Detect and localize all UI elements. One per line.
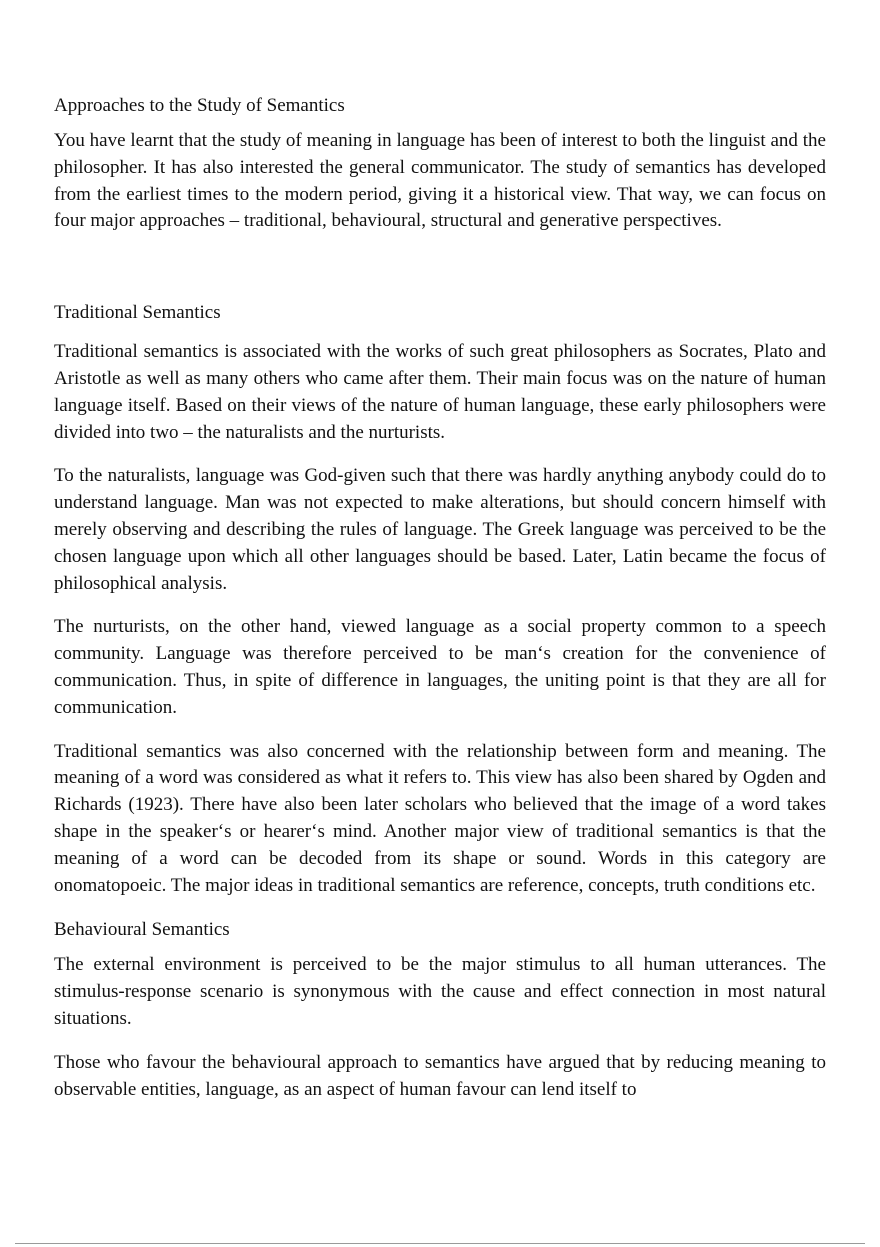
footer-divider — [15, 1243, 865, 1244]
intro-paragraph: You have learnt that the study of meaning in language has been of interest to both the linguist and the philosopher. It has also interested the general communicator. The study of semantics has developed from the earliest times to the modern period, giving it a historical view. That way, we can focus on four major approaches – traditional, behavioural, structural and generative perspectives. — [54, 130, 826, 232]
section-spacer — [54, 252, 826, 299]
behavioural-paragraph-2: Those who favour the behavioural approach to semantics have argued that by reducing meaning to observable entities, language, as an aspect of human favour can lend itself to — [54, 1051, 826, 1100]
page-title: Approaches to the Study of Semantics — [54, 95, 345, 116]
traditional-paragraph-2: To the naturalists, language was God-given such that there was hardly anything anybody could do to understand language. Man was not expected to make alterations, but should concern himself with merely observing and describing the rules of language. The Greek language was perceived to be the chosen language upon which all other languages should be based. Later, Latin became the focus of philosophical analysis. — [54, 465, 826, 594]
behavioural-semantics-heading: Behavioural Semantics — [54, 919, 230, 941]
traditional-paragraph-1: Traditional semantics is associated with the works of such great philosophers as Socrates, Plato and Aristotle as well as many others who came after them. Their main focus was on the nature of human language itself. Based on their views of the nature of human language, these early philosophers were divided into two – the naturalists and the nurturists. — [54, 341, 826, 443]
traditional-semantics-heading: Traditional Semantics — [54, 302, 221, 324]
traditional-paragraph-4: Traditional semantics was also concerned with the relationship between form and meaning. The meaning of a word was considered as what it refers to. This view has also been shared by Ogden and Richards (1923). There have also been later scholars who believed that the image of a word takes shape in the speaker‘s or hearer‘s mind. Another major view of traditional semantics is that the meaning of a word can be decoded from its shape or sound. Words in this category are onomatopoeic. The major ideas in traditional semantics are reference, concepts, truth conditions etc. — [54, 740, 826, 896]
document-page — [54, 92, 826, 1120]
traditional-paragraph-3: The nurturists, on the other hand, viewed language as a social property common to a speech community. Language was therefore perceived to be man‘s creation for the convenience of communication. Thus, in spite of difference in languages, the uniting point is that they are all for communication. — [54, 616, 826, 718]
behavioural-paragraph-1: The external environment is perceived to be the major stimulus to all human utterances. The stimulus-response scenario is synonymous with the cause and effect connection in most natural situations. — [54, 954, 826, 1029]
